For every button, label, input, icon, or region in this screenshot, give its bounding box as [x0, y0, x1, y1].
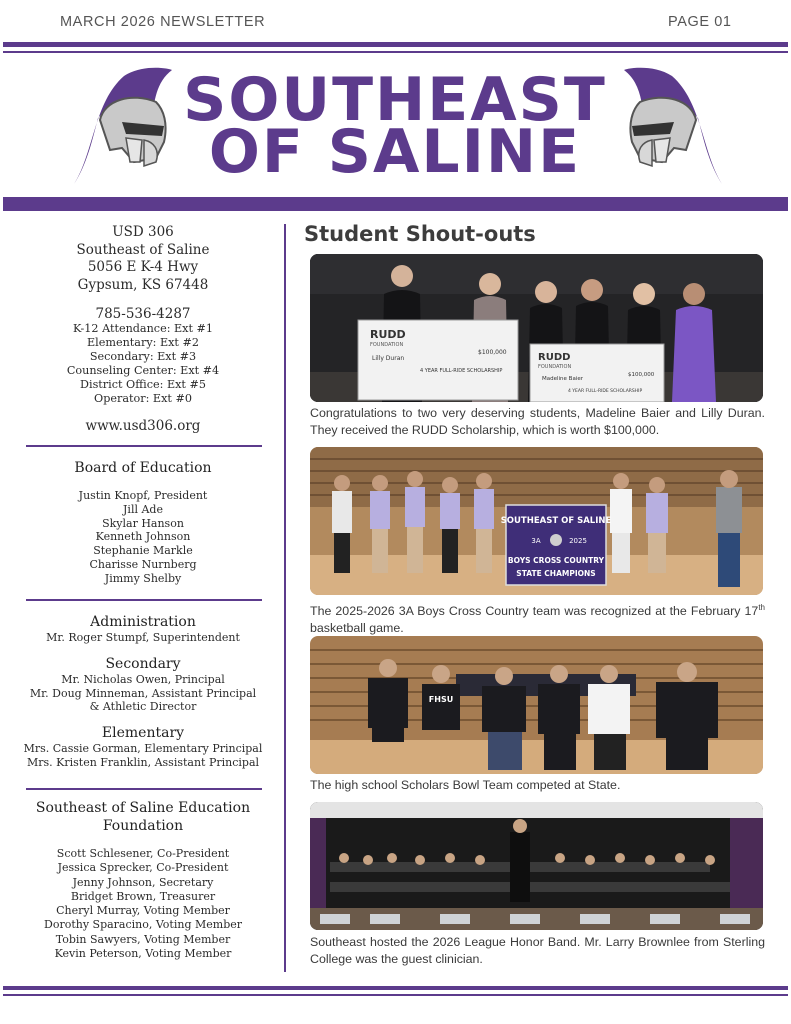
board-member: Justin Knopf, President — [78, 489, 208, 502]
secondary-heading: Secondary — [105, 655, 181, 672]
photo-honor-band — [310, 802, 763, 930]
banner-helmet-icon — [550, 534, 562, 546]
footer-rule-thin — [3, 994, 788, 996]
school-name: Southeast of Saline — [76, 241, 210, 258]
foundation-member: Tobin Sawyers, Voting Member — [55, 932, 231, 946]
check1-name: Lilly Duran — [372, 355, 405, 362]
check2-logo-sub: FOUNDATION — [538, 364, 572, 370]
check2-name: Madeline Baier — [542, 376, 583, 382]
foundation-heading-line2: Foundation — [102, 818, 184, 834]
administration-heading: Administration — [90, 614, 196, 630]
extension-line: K-12 Attendance: Ext #1 — [72, 322, 214, 335]
divider-board — [26, 445, 262, 447]
foundation-member: Jenny Johnson, Secretary — [72, 875, 214, 889]
photo-cross-country — [310, 447, 763, 595]
board-block — [20, 459, 266, 586]
extension-line: Counseling Center: Ext #4 — [66, 364, 220, 377]
shirt-text: FHSU — [428, 695, 454, 704]
foundation-block — [20, 799, 266, 961]
banner-line4: STATE CHAMPIONS — [516, 569, 596, 578]
elementary-line: Mrs. Cassie Gorman, Elementary Principal — [23, 742, 263, 756]
board-member: Stephanie Markle — [93, 544, 193, 558]
check1-amount: $100,000 — [478, 349, 507, 356]
board-member: Jimmy Shelby — [104, 571, 182, 585]
extension-line: Operator: Ext #0 — [94, 392, 192, 405]
foundation-member: Jessica Sprecker, Co-President — [57, 861, 229, 875]
photo-scholars-bowl — [310, 636, 763, 774]
spartan-helmet-left-icon — [64, 62, 174, 190]
caption-scholars-bowl: The high school Scholars Bowl Team competed at State. — [310, 778, 621, 792]
section-title: Student Shout-outs — [304, 222, 536, 246]
masthead-bottom-bar — [3, 197, 788, 211]
board-heading: Board of Education — [74, 460, 212, 476]
street-address: 5056 E K-4 Hwy — [87, 259, 199, 275]
board-member: Jill Ade — [123, 502, 163, 516]
elementary-line: Mrs. Kristen Franklin, Assistant Principal — [26, 755, 260, 769]
caption2-sup: th — [758, 603, 765, 612]
check2-logo: RUDD — [538, 352, 571, 363]
caption2-text: The 2025-2026 3A Boys Cross Country team was recognized at the February 17 — [310, 604, 759, 619]
banner-line2a: 3A — [531, 537, 541, 545]
city-address: Gypsum, KS 67448 — [77, 276, 209, 293]
check1-logo-sub: FOUNDATION — [370, 342, 404, 348]
extension-line: District Office: Ext #5 — [80, 378, 206, 391]
foundation-heading-line1: Southeast of Saline Education — [35, 800, 251, 816]
column-divider — [284, 224, 286, 972]
footer-rule-top — [3, 986, 788, 990]
masthead-title-line1: SOUTHEAST — [183, 65, 607, 135]
spartan-helmet-right-icon — [622, 62, 732, 190]
check1-logo: RUDD — [370, 328, 406, 341]
check2-memo: 4 YEAR FULL-RIDE SCHOLARSHIP — [568, 389, 643, 394]
divider-admin — [26, 599, 262, 601]
admin-line: Mr. Roger Stumpf, Superintendent — [46, 631, 240, 644]
foundation-member: Scott Schlesener, Co-President — [56, 847, 230, 860]
header-rule-top — [3, 42, 788, 47]
secondary-line: & Athletic Director — [89, 700, 197, 714]
board-member: Kenneth Johnson — [95, 530, 191, 544]
contact-block — [20, 224, 266, 434]
district-name: USD 306 — [112, 224, 174, 240]
extension-line: Elementary: Ext #2 — [87, 336, 199, 349]
photo-scholarship — [310, 254, 763, 402]
secondary-line: Mr. Nicholas Owen, Principal — [61, 672, 225, 686]
masthead-title-line2: OF SALINE — [208, 117, 582, 187]
page-number-label: PAGE 01 — [668, 14, 732, 30]
board-member: Charisse Nurnberg — [89, 557, 197, 571]
foundation-member: Kevin Peterson, Voting Member — [54, 947, 232, 961]
banner-line3: BOYS CROSS COUNTRY — [507, 556, 605, 565]
newsletter-date-label: MARCH 2026 NEWSLETTER — [60, 14, 266, 30]
caption2-text-end: basketball game. — [310, 620, 404, 635]
caption-honor-band: Southeast hosted the 2026 League Honor Band. Mr. Larry Brownlee from Sterling College was the guest clinician. — [310, 935, 765, 966]
caption-scholarship: Congratulations to two very deserving students, Madeline Baier and Lilly Duran. They received the RUDD Scholarship, which is worth $100,000. — [310, 406, 765, 437]
board-member: Skylar Hanson — [102, 516, 184, 530]
banner-line1: SOUTHEAST OF SALINE — [500, 516, 612, 526]
check1-memo: 4 YEAR FULL-RIDE SCHOLARSHIP — [420, 368, 503, 374]
elementary-heading: Elementary — [101, 725, 185, 742]
header-rule-thin — [3, 51, 788, 53]
extension-line: Secondary: Ext #3 — [89, 350, 197, 363]
caption-cross-country — [310, 600, 765, 636]
foundation-member: Bridget Brown, Treasurer — [70, 889, 216, 903]
banner-line2b: 2025 — [569, 537, 587, 545]
website-link[interactable]: www.usd306.org — [85, 418, 201, 434]
check2-amount: $100,000 — [628, 372, 655, 378]
administration-block — [14, 613, 272, 770]
divider-foundation — [26, 788, 262, 790]
foundation-member: Dorothy Sparacino, Voting Member — [44, 918, 242, 932]
phone-number: 785-536-4287 — [95, 306, 191, 322]
secondary-line: Mr. Doug Minneman, Assistant Principal — [29, 686, 257, 700]
foundation-member: Cheryl Murray, Voting Member — [56, 904, 230, 918]
